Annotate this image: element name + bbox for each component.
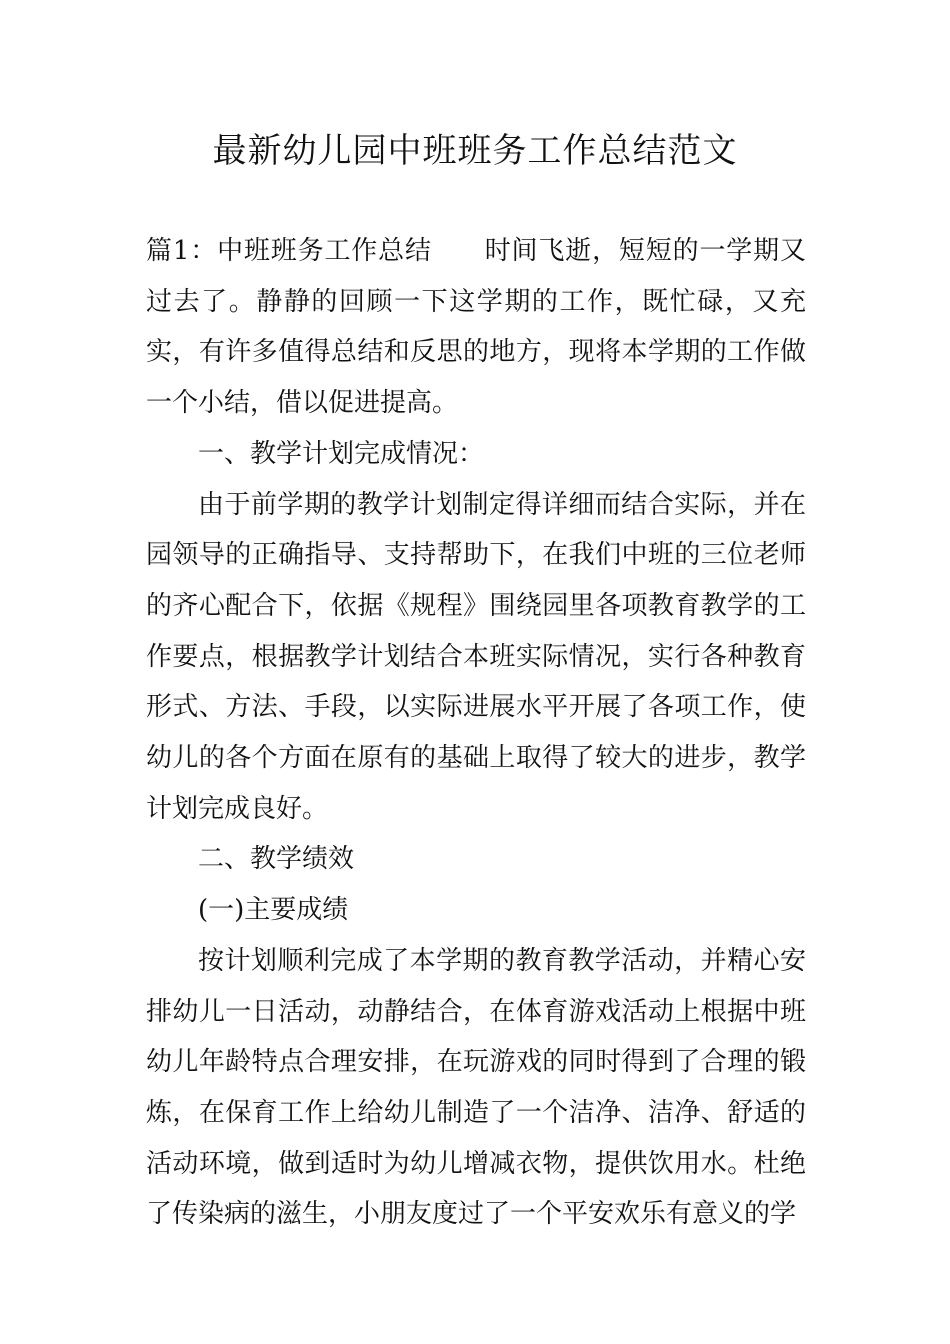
- paragraph-teaching-plan: 由于前学期的教学计划制定得详细而结合实际，并在园领导的正确指导、支持帮助下，在我们中班的三位老师的齐心配合下，依据《规程》围绕园里各项教育教学的工作要点，根据教学计划结合本班实际情况，实行各种教育形式、方法、手段，以实际进展水平开展了各项工作，使幼儿的各个方面在原有的基础上取得了较大的进步，教学计划完成良好。: [146, 489, 806, 824]
- document-body: [146, 226, 806, 1240]
- heading-teaching-performance: 二、教学绩效: [198, 844, 355, 875]
- subheading-main-achievements: (一)主要成绩: [198, 895, 349, 926]
- paragraph-main-achievements: 按计划顺利完成了本学期的教育教学活动，并精心安排幼儿一日活动，动静结合，在体育游戏活动上根据中班幼儿年龄特点合理安排，在玩游戏的同时得到了合理的锻炼，在保育工作上给幼儿制造了一个洁净、洁净、舒适的活动环境，做到适时为幼儿增减衣物，提供饮用水。杜绝了传染病的滋生，小朋友度过了一个平安欢乐有意义的学: [146, 945, 806, 1230]
- document-title: 最新幼儿园中班班务工作总结范文: [212, 131, 738, 171]
- section-heading: 篇1：中班班务工作总结: [146, 236, 432, 266]
- intro-paragraph: [146, 226, 806, 429]
- intro-text: 时间飞逝，短短的一学期又过去了。静静的回顾一下这学期的工作，既忙碌，又充实，有许多值得总结和反思的地方，现将本学期的工作做一个小结，借以促进提高。: [146, 236, 806, 419]
- heading-teaching-plan: 一、教学计划完成情况：: [198, 438, 485, 469]
